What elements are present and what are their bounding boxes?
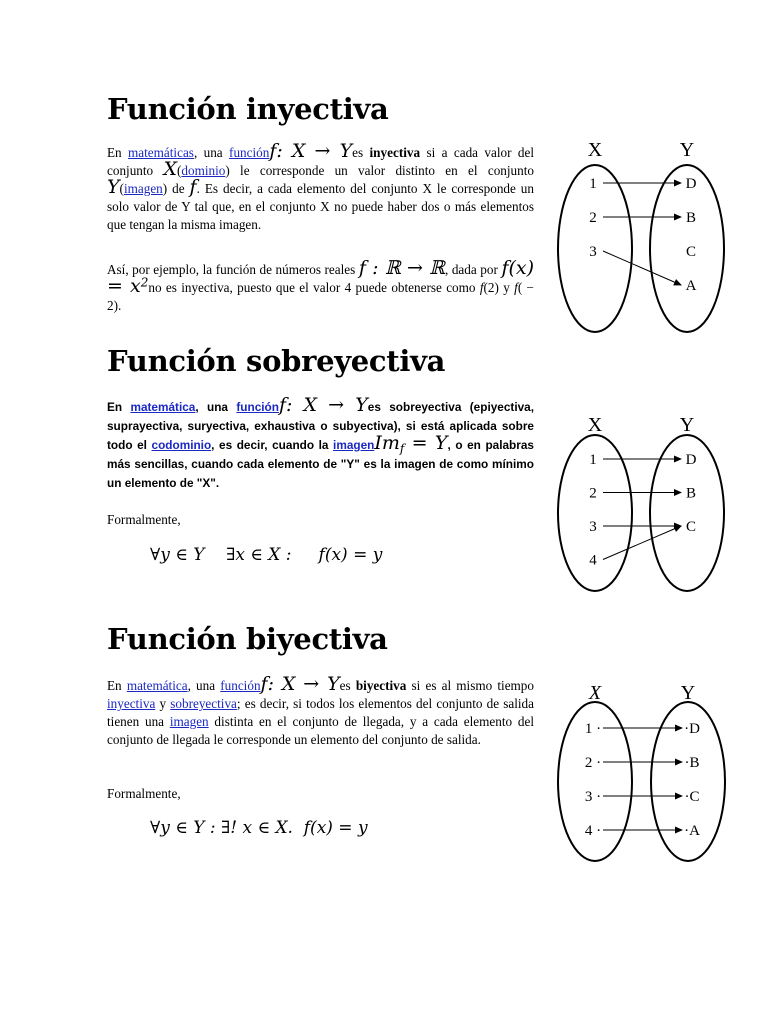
text: , dada por	[444, 262, 502, 277]
mapping-arrow	[603, 526, 681, 560]
link-matematica[interactable]: matemática	[126, 678, 188, 693]
link-sobreyectiva[interactable]: sobreyectiva	[170, 696, 237, 711]
text: si es al mismo tiempo	[406, 678, 534, 693]
text: , una	[195, 400, 237, 414]
link-funcion[interactable]: función	[229, 145, 270, 160]
domain-element: 2 ·	[584, 755, 602, 771]
text: (2) y	[483, 280, 515, 295]
text: ( − 2).	[107, 280, 534, 313]
math-f-x-to-y: f: X → Y	[269, 140, 353, 162]
text: En	[107, 400, 131, 414]
link-inyectiva[interactable]: inyectiva	[107, 696, 156, 711]
set-x-label: X	[588, 682, 602, 704]
text: es sobreyectiva (epiyectiva, suprayectiva, suryectiva, exhaustiva o subyectiva), si está aplicada sobre todo el	[107, 400, 535, 452]
diagram-biyectiva	[550, 675, 740, 870]
codomain-element: A	[685, 278, 697, 294]
codomain-element: ·D	[684, 721, 700, 737]
text: no es inyectiva, puesto que el valor 4 puede obtenerse como	[148, 280, 480, 295]
math-y: Y	[107, 176, 120, 198]
text: . Es decir, a cada elemento del conjunto X le corresponde un solo valor de Y tal que, en el conjunto X no puede haber dos o más elementos que tengan la misma imagen.	[107, 181, 534, 232]
domain-element: 3	[589, 519, 597, 535]
text: ) de	[162, 181, 190, 196]
domain-element: 4	[589, 552, 597, 569]
math-equals-y: = Y	[404, 432, 448, 454]
domain-element: 2	[589, 210, 597, 226]
math-f-x-to-y: f: X → Y	[260, 673, 340, 695]
math-f: f	[189, 176, 197, 198]
math-f-x-to-y: f: X → Y	[278, 394, 368, 416]
set-y-label: Y	[680, 682, 696, 704]
text: En	[107, 678, 127, 693]
link-codominio[interactable]: codominio	[151, 438, 212, 452]
set-x-label: X	[587, 139, 603, 161]
paragraph-inyectiva-example	[107, 257, 535, 315]
link-dominio[interactable]: dominio	[181, 163, 226, 178]
link-funcion[interactable]: función	[236, 400, 279, 414]
codomain-element: ·A	[684, 823, 700, 839]
link-imagen[interactable]: imagen	[333, 438, 375, 452]
math-x: X	[163, 158, 177, 180]
set-x-label: X	[587, 414, 603, 436]
text: es	[352, 145, 370, 160]
text: es	[339, 678, 356, 693]
link-funcion[interactable]: función	[220, 678, 261, 693]
math-subscript-f: f	[399, 441, 405, 456]
section-title-sobreyectiva: Función sobreyectiva	[107, 344, 446, 378]
domain-element: 4 ·	[584, 823, 602, 839]
link-imagen[interactable]: imagen	[169, 714, 209, 729]
domain-element: 1 ·	[584, 721, 602, 737]
math-f-real-to-real: f : ℝ → ℝ	[358, 257, 445, 279]
italic-f: f	[479, 280, 484, 295]
text: En	[107, 145, 129, 160]
text: , es decir, cuando la	[211, 438, 334, 452]
codomain-element: B	[685, 485, 697, 502]
math-exponent: 2	[140, 275, 149, 290]
formula-biyectiva: ∀y ∈ Y : ∃! x ∈ X. f(x) = y	[150, 818, 368, 838]
codomain-element: C	[685, 244, 697, 260]
text: si a cada valor del conjunto	[107, 145, 534, 178]
text: , o en palabras más sencillas, cuando cada elemento de "Y" es la imagen de como mínimo un elemento de "X".	[107, 438, 534, 490]
paragraph-biyectiva-definition	[107, 673, 535, 749]
section-title-biyectiva: Función biyectiva	[107, 622, 388, 656]
bold-term-inyectiva: inyectiva	[369, 145, 421, 160]
set-y-label: Y	[679, 139, 695, 161]
formal-label-biyectiva: Formalmente,	[107, 786, 181, 801]
math-im: Im	[374, 432, 400, 454]
paragraph-inyectiva-definition	[107, 140, 534, 234]
mapping-arrow	[603, 251, 681, 285]
text: distinta en el conjunto de llegada, y a cada elemento del conjunto de llegada le corresponde un elemento del conjunto de salida.	[107, 714, 535, 747]
diagram-sobreyectiva	[550, 408, 740, 598]
codomain-element: D	[685, 176, 697, 192]
math-f-x-equals-x: f(x) = x	[107, 257, 535, 297]
codomain-element: B	[685, 210, 697, 226]
text: , una	[187, 678, 221, 693]
text: (	[119, 181, 124, 196]
link-matematicas[interactable]: matemáticas	[128, 145, 194, 160]
formal-label-sobreyectiva: Formalmente,	[107, 512, 181, 527]
text: y	[155, 696, 171, 711]
domain-element: 1	[589, 176, 597, 192]
text: , una	[193, 145, 230, 160]
section-title-inyectiva: Función inyectiva	[107, 92, 389, 126]
paragraph-sobreyectiva-definition	[107, 394, 535, 493]
codomain-element: C	[685, 519, 697, 535]
bold-term-biyectiva: biyectiva	[355, 678, 407, 693]
codomain-element: D	[685, 452, 697, 468]
link-imagen[interactable]: imagen	[123, 181, 163, 196]
diagram-inyectiva	[550, 130, 740, 335]
domain-element: 1	[589, 452, 597, 468]
text: ; es decir, si todos los elementos del conjunto de salida tienen una	[107, 696, 535, 729]
set-y-label: Y	[679, 414, 695, 436]
domain-element: 2	[589, 485, 597, 502]
domain-element: 3 ·	[584, 789, 602, 805]
codomain-element: ·B	[684, 755, 700, 771]
text: ) le corresponde un valor distinto en el conjunto	[225, 163, 534, 178]
italic-f: f	[514, 280, 518, 295]
formula-sobreyectiva: ∀y ∈ Y ∃x ∈ X : f(x) = y	[150, 545, 383, 565]
link-matematica[interactable]: matemática	[130, 400, 196, 414]
domain-element: 3	[589, 244, 597, 260]
codomain-element: ·C	[684, 789, 700, 805]
text: (	[176, 163, 182, 178]
text: Así, por ejemplo, la función de números reales	[107, 262, 359, 277]
